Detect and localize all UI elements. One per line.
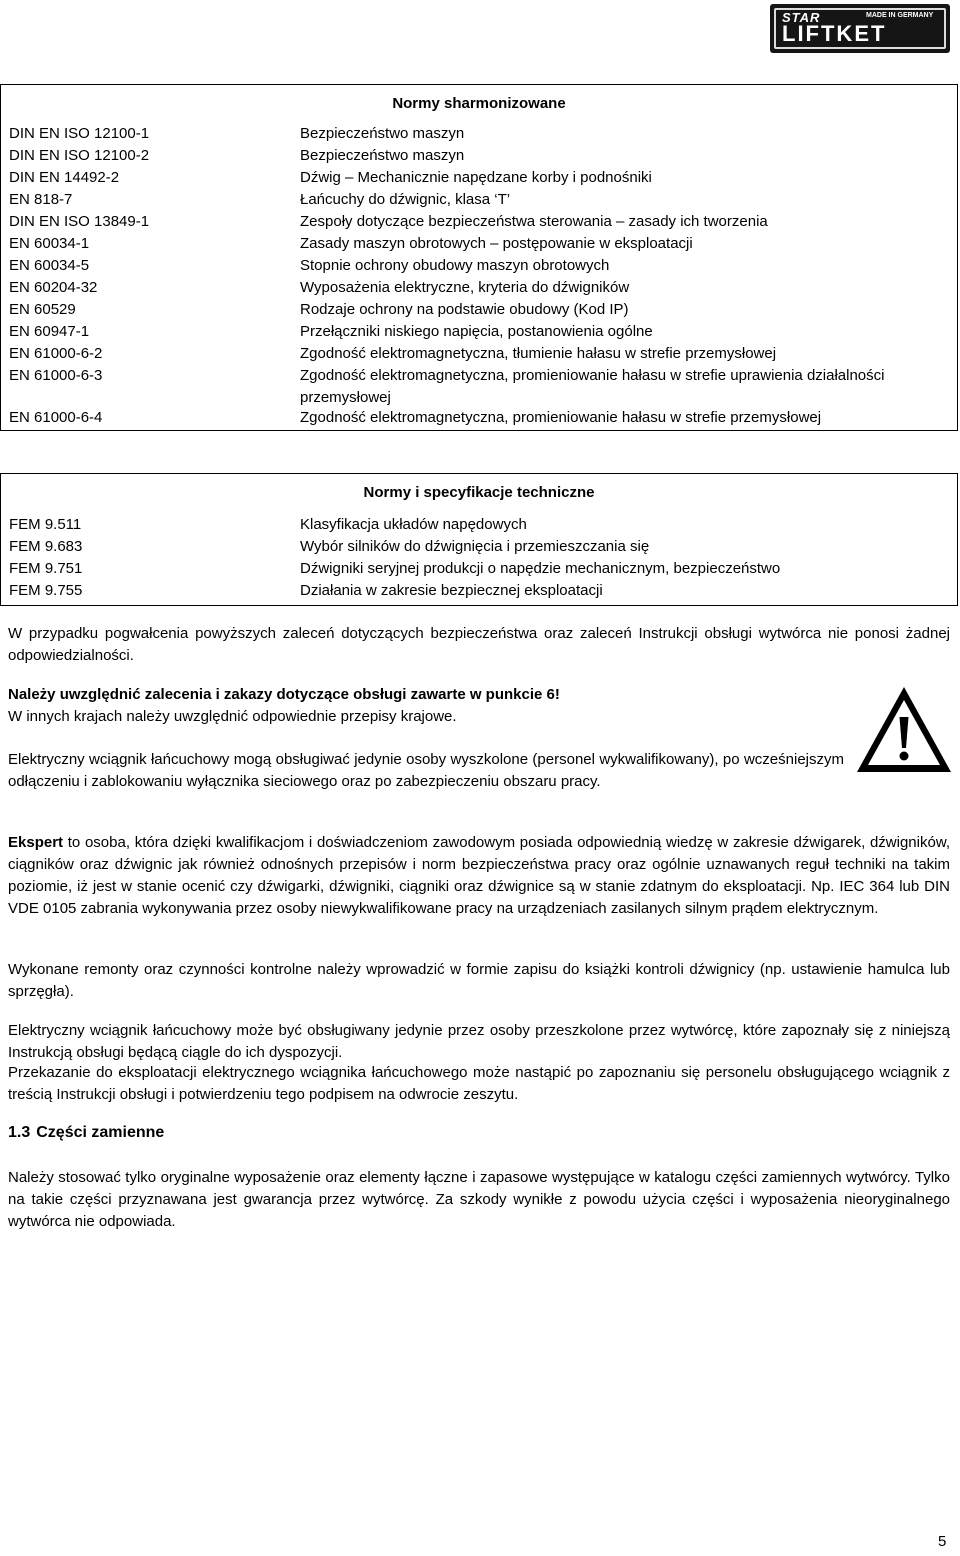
standard-description: Rodzaje ochrony na podstawie obudowy (Kod IP): [300, 301, 629, 318]
operating-rules-paragraph: [8, 684, 950, 728]
logo-liftket-text: LIFTKET: [782, 21, 887, 46]
commissioning-paragraph: Przekazanie do eksploatacji elektrycznego wciągnika łańcuchowego może nastąpić po zapoznaniu się personelu obsługującego wciągnik z treścią Instrukcji obsługi i potwierdzeniu tego podpisem na odwrocie zeszytu.: [8, 1064, 950, 1103]
standard-code: DIN EN ISO 12100-1: [9, 125, 150, 142]
qualified-personnel-paragraph: Elektryczny wciągnik łańcuchowy mogą obsługiwać jedynie osoby wyszkolone (personel wykwalifikowany), po wcześniejszym odłączeniu i zablokowaniu wyłącznika sieciowego oraz po zabezpieczeniu obszaru pracy.: [8, 751, 844, 790]
standard-description: Dźwigniki seryjnej produkcji o napędzie mechanicznym, bezpieczeństwo: [300, 560, 781, 577]
standard-description: Wyposażenia elektryczne, kryteria do dźwigników: [300, 279, 630, 296]
standard-code: EN 818-7: [9, 191, 73, 208]
standard-description: Zgodność elektromagnetyczna, promieniowanie hałasu w strefie uprawienia działalności przemysłowej: [300, 367, 885, 406]
spare-parts-paragraph: Należy stosować tylko oryginalne wyposażenie oraz elementy łączne i zapasowe występujące w katalogu części zamiennych wytwórcy. Tylko na takie części przyznawana jest gwarancja przez wytwórcę. Za szkody wynikłe z powodu użycia części i wyposażenia nieoryginalnego wytwórca nie odpowiada.: [8, 1169, 950, 1230]
page-number: 5: [938, 1533, 947, 1550]
standard-description: Dźwig – Mechanicznie napędzane korby i podnośniki: [300, 169, 652, 186]
standard-description: Przełączniki niskiego napięcia, postanowienia ogólne: [300, 323, 653, 340]
standard-code: DIN EN ISO 12100-2: [9, 147, 150, 164]
brand-logo: [770, 4, 950, 53]
standard-description: Bezpieczeństwo maszyn: [300, 125, 465, 142]
national-rules-text: W innych krajach należy uwzględnić odpowiednie przepisy krajowe.: [8, 708, 457, 725]
standard-code: FEM 9.751: [9, 560, 83, 577]
standard-code: EN 60034-5: [9, 257, 90, 274]
technical-standards-table: [0, 473, 958, 606]
standard-code: EN 61000-6-3: [9, 367, 103, 384]
standard-description: Stopnie ochrony obudowy maszyn obrotowych: [300, 257, 610, 274]
warning-triangle-icon: [854, 684, 954, 776]
maintenance-log-paragraph: Wykonane remonty oraz czynności kontrolne należy wprowadzić w formie zapisu do książki kontroli dźwignicy (np. ustawienie hamulca lub sprzęgła).: [8, 961, 950, 1000]
standard-code: EN 60204-32: [9, 279, 98, 296]
expert-definition-text: to osoba, która dzięki kwalifikacjom i doświadczeniom zawodowym posiada odpowiednią wiedzę w zakresie dźwigarek, dźwigników, ciągników oraz dźwignic jak również odnośnych przepisów i norm bezpieczeństwa pracy oraz ogólnie uznawanych reguł techniki na takim poziomie, iż jest w stanie ocenić czy dźwigarki, dźwigniki, ciągniki oraz dźwignice są w stanie zdatnym do eksploatacji. Np. IEC 364 lub DIN VDE 0105 zabrania wykonywania przez osoby niewykwalifikowane pracy na urządzeniach zasilanych silnym prądem elektrycznym.: [8, 834, 950, 917]
harmonized-standards-title: Normy sharmonizowane: [392, 95, 566, 112]
standard-code: EN 60529: [9, 301, 76, 318]
standard-code: EN 61000-6-4: [9, 409, 103, 426]
standard-code: EN 61000-6-2: [9, 345, 103, 362]
harmonized-standards-table: [0, 84, 958, 431]
standard-description: Bezpieczeństwo maszyn: [300, 147, 465, 164]
standard-description: Zgodność elektromagnetyczna, tłumienie hałasu w strefie przemysłowej: [300, 345, 777, 362]
standard-code: FEM 9.755: [9, 582, 83, 599]
standard-code: FEM 9.511: [9, 516, 82, 533]
logo-tagline: MADE IN GERMANY: [866, 12, 934, 19]
standard-description: Działania w zakresie bezpiecznej eksploatacji: [300, 582, 603, 599]
trained-operators-paragraph: Elektryczny wciągnik łańcuchowy może być obsługiwany jedynie przez osoby przeszkolone przez wytwórcę, które zapoznały się z niniejszą Instrukcją obsługi będącą ciągle do ich dyspozycji.: [8, 1022, 950, 1061]
standard-code: DIN EN 14492-2: [9, 169, 120, 186]
standard-description: Klasyfikacja układów napędowych: [300, 516, 527, 533]
standard-description: Zgodność elektromagnetyczna, promieniowanie hałasu w strefie przemysłowej: [300, 409, 822, 426]
technical-standards-title: Normy i specyfikacje techniczne: [363, 484, 595, 501]
standard-description: Zasady maszyn obrotowych – postępowanie w eksploatacji: [300, 235, 693, 252]
standard-code: EN 60947-1: [9, 323, 90, 340]
section-title: Części zamienne: [36, 1124, 165, 1141]
standard-code: EN 60034-1: [9, 235, 90, 252]
standard-description: Zespoły dotyczące bezpieczeństwa sterowania – zasady ich tworzenia: [300, 213, 768, 230]
standard-description: Wybór silników do dźwignięcia i przemieszczania się: [300, 538, 650, 555]
standard-code: DIN EN ISO 13849-1: [9, 213, 150, 230]
operating-rules-emphasis: Należy uwzględnić zalecenia i zakazy dotyczące obsługi zawarte w punkcie 6!: [8, 686, 560, 703]
liability-paragraph: W przypadku pogwałcenia powyższych zaleceń dotyczących bezpieczeństwa oraz zaleceń Instrukcji obsługi wytwórca nie ponosi żadnej odpowiedzialności.: [8, 625, 950, 664]
logo-star-text: STAR: [782, 10, 821, 25]
section-heading-spare-parts: [8, 1124, 164, 1142]
standard-description: Łańcuchy do dźwignic, klasa ‘T’: [300, 191, 511, 208]
expert-term: Ekspert: [8, 834, 64, 851]
section-number: 1.3: [8, 1124, 31, 1141]
standard-code: FEM 9.683: [9, 538, 83, 555]
expert-definition-paragraph: [8, 832, 950, 920]
